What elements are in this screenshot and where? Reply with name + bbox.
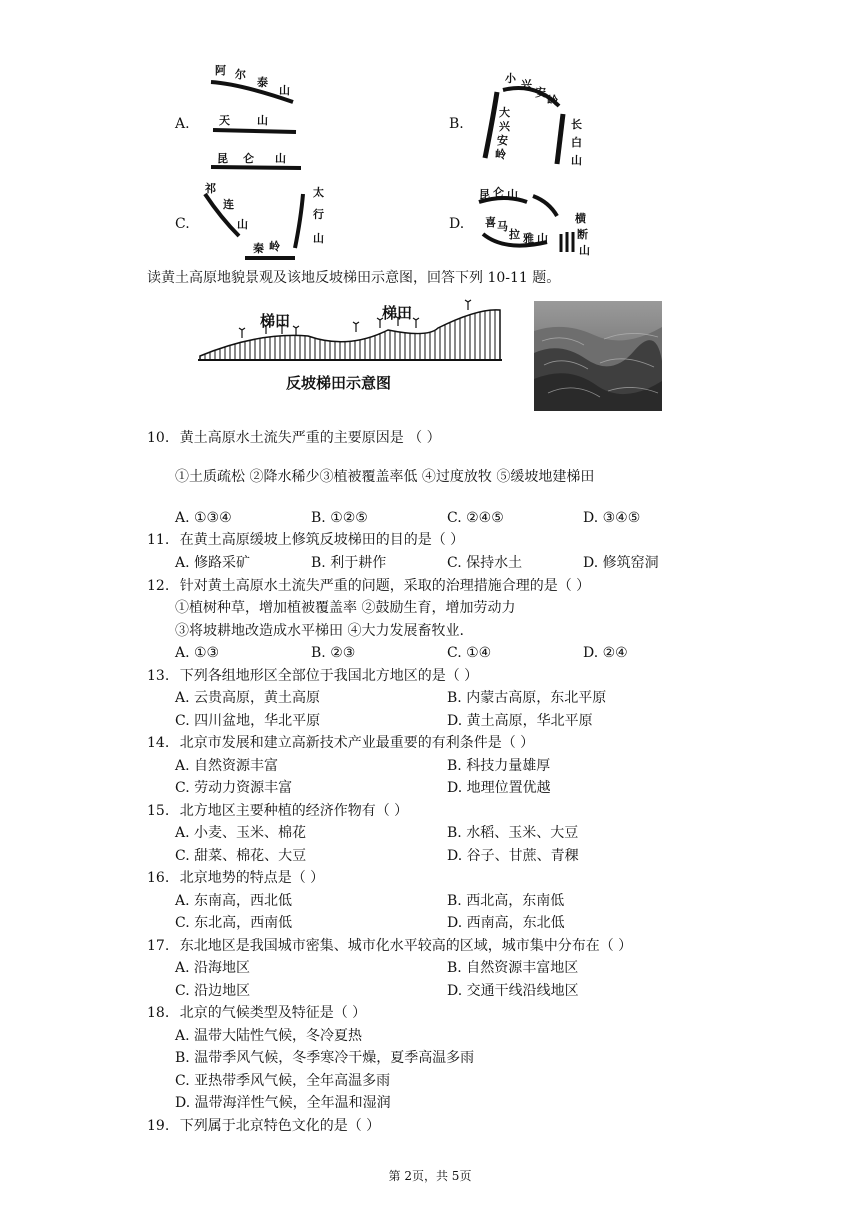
- question-10-note: ①土质疏松 ②降水稀少③植被覆盖率低 ④过度放牧 ⑤缓坡地建梯田: [175, 469, 595, 485]
- svg-text:山: 山: [237, 218, 248, 231]
- question-stem: 北方地区主要种植的经济作物有（ ）: [179, 803, 409, 819]
- svg-text:大: 大: [499, 106, 510, 119]
- question-stem: 针对黄土高原水土流失严重的问题，采取的治理措施合理的是（ ）: [179, 578, 591, 594]
- question-10: [147, 428, 441, 448]
- question-stem: 黄土高原水土流失严重的主要原因是 （ ）: [179, 430, 441, 446]
- svg-text:阿: 阿: [215, 64, 226, 77]
- question-18: [147, 1003, 366, 1023]
- svg-text:马: 马: [497, 220, 508, 233]
- option-letter: C.: [175, 216, 190, 232]
- svg-text:山: 山: [537, 232, 548, 245]
- svg-text:山: 山: [279, 84, 290, 97]
- map-sketch-c: [201, 178, 331, 262]
- q10-option-a[interactable]: A. ①③④: [175, 510, 232, 526]
- svg-text:山: 山: [571, 154, 582, 167]
- question-number: 13.: [147, 668, 170, 684]
- map-option-a: [173, 62, 293, 174]
- svg-text:祁: 祁: [205, 182, 216, 195]
- svg-text:山: 山: [257, 114, 268, 127]
- svg-text:尔: 尔: [235, 68, 246, 81]
- question-17: [147, 936, 632, 956]
- q11-option-d[interactable]: D. 修筑窑洞: [583, 555, 659, 571]
- svg-text:昆: 昆: [217, 152, 228, 165]
- figure-caption: 反坡梯田示意图: [286, 374, 392, 392]
- question-12-note-2: ③将坡耕地改造成水平梯田 ④大力发展畜牧业.: [175, 623, 464, 639]
- svg-text:岭: 岭: [495, 148, 506, 161]
- intro-text: 读黄土高原地貌景观及该地反坡梯田示意图，回答下列 10-11 题。: [147, 270, 561, 286]
- q18-option-d[interactable]: D. 温带海洋性气候，全年温和湿润: [175, 1095, 391, 1111]
- svg-text:雅: 雅: [523, 232, 534, 245]
- q14-option-d[interactable]: D. 地理位置优越: [447, 780, 551, 796]
- q11-option-c[interactable]: C. 保持水土: [447, 555, 523, 571]
- question-stem: 下列属于北京特色文化的是（ ）: [179, 1118, 381, 1134]
- q14-option-b[interactable]: B. 科技力量雄厚: [447, 758, 551, 774]
- q18-option-c[interactable]: C. 亚热带季风气候，全年高温多雨: [175, 1073, 391, 1089]
- svg-text:太: 太: [313, 186, 324, 199]
- svg-text:山: 山: [275, 152, 286, 165]
- terrace-diagram: [198, 298, 510, 398]
- question-number: 10.: [147, 430, 170, 446]
- q13-option-d[interactable]: D. 黄土高原，华北平原: [447, 713, 593, 729]
- svg-text:天: 天: [219, 114, 230, 127]
- q16-option-d[interactable]: D. 西南高，东北低: [447, 915, 565, 931]
- svg-text:泰: 泰: [257, 76, 268, 89]
- svg-text:昆: 昆: [479, 188, 490, 201]
- question-15: [147, 801, 408, 821]
- q15-option-b[interactable]: B. 水稻、玉米、大豆: [447, 825, 579, 841]
- question-number: 14.: [147, 735, 170, 751]
- q18-option-b[interactable]: B. 温带季风气候，冬季寒冷干燥，夏季高温多雨: [175, 1050, 475, 1066]
- question-stem: 北京地势的特点是（ ）: [179, 870, 325, 886]
- q13-option-c[interactable]: C. 四川盆地，华北平原: [175, 713, 321, 729]
- map-sketch-d: [475, 182, 595, 258]
- svg-text:安: 安: [535, 86, 546, 99]
- question-number: 18.: [147, 1005, 170, 1021]
- terrace-profile: [198, 298, 510, 368]
- page-footer: 第 2页，共 5页: [388, 1169, 472, 1183]
- q14-option-c[interactable]: C. 劳动力资源丰富: [175, 780, 293, 796]
- option-letter: D.: [449, 216, 465, 232]
- q12-option-a[interactable]: A. ①③: [175, 645, 220, 661]
- svg-text:山: 山: [507, 188, 518, 201]
- question-number: 15.: [147, 803, 170, 819]
- question-stem: 下列各组地形区全部位于我国北方地区的是（ ）: [179, 668, 479, 684]
- map-sketch-a: [201, 62, 301, 174]
- question-stem: 北京的气候类型及特征是（ ）: [179, 1005, 367, 1021]
- q16-option-a[interactable]: A. 东南高，西北低: [175, 893, 293, 909]
- svg-text:拉: 拉: [509, 228, 520, 241]
- svg-text:行: 行: [313, 208, 324, 221]
- svg-text:山: 山: [313, 232, 324, 245]
- svg-text:小: 小: [505, 72, 516, 85]
- q16-option-c[interactable]: C. 东北高，西南低: [175, 915, 293, 931]
- svg-text:仑: 仑: [493, 186, 504, 199]
- map-option-d: [447, 182, 597, 258]
- option-letter: A.: [175, 116, 190, 132]
- question-number: 19.: [147, 1118, 170, 1134]
- question-stem: 东北地区是我国城市密集、城市化水平较高的区域，城市集中分布在（ ）: [179, 938, 633, 954]
- q15-option-d[interactable]: D. 谷子、甘蔗、青稞: [447, 848, 579, 864]
- map-option-b: [447, 68, 597, 174]
- svg-text:长: 长: [571, 118, 582, 131]
- svg-text:喜: 喜: [485, 216, 496, 229]
- svg-text:连: 连: [223, 198, 234, 211]
- question-13: [147, 666, 478, 686]
- q17-option-b[interactable]: B. 自然资源丰富地区: [447, 960, 579, 976]
- q11-option-b[interactable]: B. 利于耕作: [311, 555, 387, 571]
- q10-option-d[interactable]: D. ③④⑤: [583, 510, 641, 526]
- q15-option-c[interactable]: C. 甜菜、棉花、大豆: [175, 848, 307, 864]
- q13-option-b[interactable]: B. 内蒙古高原，东北平原: [447, 690, 607, 706]
- q12-option-c[interactable]: C. ①④: [447, 645, 492, 661]
- loess-plateau-photo: [534, 301, 662, 411]
- svg-text:岭: 岭: [547, 94, 558, 107]
- question-number: 16.: [147, 870, 170, 886]
- svg-text:岭: 岭: [269, 240, 280, 253]
- q17-option-c[interactable]: C. 沿边地区: [175, 983, 251, 999]
- map-option-c: [173, 178, 333, 262]
- map-sketch-b: [475, 68, 595, 174]
- svg-text:兴: 兴: [521, 78, 532, 91]
- question-19: [147, 1116, 380, 1136]
- q12-option-b[interactable]: B. ②③: [311, 645, 356, 661]
- svg-text:仑: 仑: [243, 152, 254, 165]
- option-letter: B.: [449, 116, 464, 132]
- svg-text:山: 山: [579, 244, 590, 257]
- question-number: 11.: [147, 532, 170, 548]
- question-12: [147, 576, 590, 596]
- q10-option-b[interactable]: B. ①②⑤: [311, 510, 368, 526]
- svg-text:白: 白: [571, 136, 582, 149]
- svg-text:横: 横: [575, 212, 586, 225]
- question-number: 17.: [147, 938, 170, 954]
- q11-option-a[interactable]: A. 修路采矿: [175, 555, 251, 571]
- question-number: 12.: [147, 578, 170, 594]
- svg-text:兴: 兴: [499, 120, 510, 133]
- q16-option-b[interactable]: B. 西北高，东南低: [447, 893, 565, 909]
- question-stem: 北京市发展和建立高新技术产业最重要的有利条件是（ ）: [179, 735, 535, 751]
- terrace-label-left: 梯田: [260, 312, 291, 330]
- q17-option-d[interactable]: D. 交通干线沿线地区: [447, 983, 579, 999]
- q15-option-a[interactable]: A. 小麦、玉米、棉花: [175, 825, 307, 841]
- q18-option-a[interactable]: A. 温带大陆性气候，冬冷夏热: [175, 1028, 363, 1044]
- question-14: [147, 733, 534, 753]
- q13-option-a[interactable]: A. 云贵高原，黄土高原: [175, 690, 321, 706]
- question-stem: 在黄土高原缓坡上修筑反坡梯田的目的是（ ）: [179, 532, 465, 548]
- question-16: [147, 868, 324, 888]
- terrace-label-right: 梯田: [382, 304, 413, 322]
- q14-option-a[interactable]: A. 自然资源丰富: [175, 758, 279, 774]
- q12-option-d[interactable]: D. ②④: [583, 645, 628, 661]
- svg-text:秦: 秦: [253, 242, 264, 255]
- q10-option-c[interactable]: C. ②④⑤: [447, 510, 504, 526]
- svg-text:安: 安: [497, 134, 508, 147]
- q17-option-a[interactable]: A. 沿海地区: [175, 960, 251, 976]
- question-12-note-1: ①植树种草，增加植被覆盖率 ②鼓励生育，增加劳动力: [175, 600, 516, 616]
- svg-text:断: 断: [577, 228, 588, 241]
- question-11: [147, 530, 464, 550]
